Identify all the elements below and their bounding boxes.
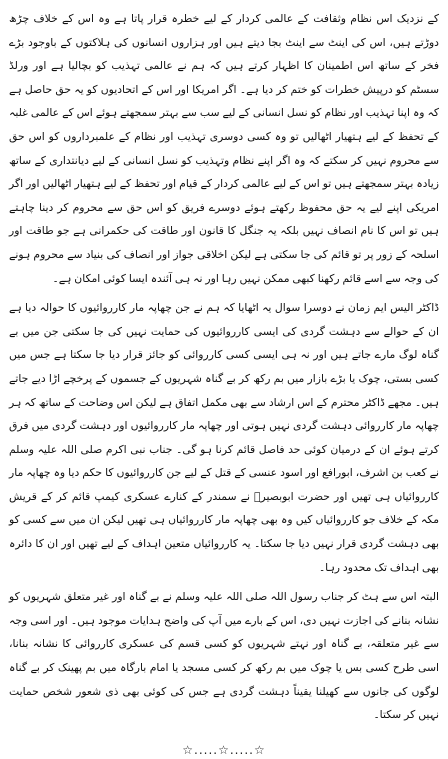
paragraph-3: البتہ اس سے ہٹ کر جناب رسول اللہ صلی اللہ علیہ وسلم نے بے گناہ اور غیر متعلق شہریوں کو نشانہ بنانے کی اجازت نہیں دی، اس کے بارے میں آپ کی واضح ہدایات موجود ہیں۔ اور اسی وجہ سے غیر متعلقہ، بے گناہ اور نہتے شہریوں کو کسی قسم کی عسکری کارروائی کا نشانہ بنانا، اسی طرح کسی بس یا چوک میں بم رکھ کر کسی مسجد یا امام بارگاہ میں بم پھینک کر بے گناہ لوگوں کی جانوں سے کھیلنا یقیناً دہشت گردی ہے جس کی کوئی بھی ذی شعور شخص حمایت نہیں کر سکتا۔ [9, 590, 439, 722]
section-divider-stars: ☆.....☆.....☆ [182, 742, 266, 757]
paragraph-1: کے نزدیک اس نظام وثقافت کے عالمی کردار کے لیے خطرہ قرار پاتا ہے وہ اس کے خلاف چڑھ دوڑتے ہیں، اس کی اینٹ سے اینٹ بجا دیتے ہیں اور ہزاروں انسانوں کی ہلاکتوں کے باوجود بڑے فخر کے ساتھ اس اطمینان کا اظہار کرتے ہیں کہ ہم نے عالمی تہذیب کو بچالیا ہے اور ورلڈ سسٹم کو درپیش خطرات کو ختم کر دیا ہے۔ اگر امریکا اور اس کے اتحادیوں کو یہ حق حاصل ہے کہ وہ اپنا تہذیب اور نظام کو نسل انسانی کے لیے سب سے بہتر سمجھتے ہوئے اس کے عالمی غلبہ کے تحفظ کے لیے ہتھیار اٹھالیں تو وہ کسی دوسری تہذیب اور نظام کے علمبرداروں کو اس حق سے محروم نہیں کر سکتے کہ وہ اگر اپنے نظام وتہذیب کو نسل انسانی کے لیے دیانتداری کے ساتھ زیادہ بہتر سمجھتے ہیں تو اس کے لیے عالمی کردار کے قیام اور تحفظ کے لیے ہتھیار اٹھالیں اور اگر امریکی اپنے لیے یہ حق محفوظ رکھتے ہوئے دوسرے فریق کو اس حق سے محروم کر دینا چاہتے ہیں تو اس کا نام انصاف نہیں بلکہ یہ جنگل کا قانون اور طاقت کی حکمرانی ہے جو طاقت اور اسلحہ کے زور پر تو قائم کی جا سکتی ہے لیکن اخلاقی جواز اور انصاف کی بنیاد سے محروم ہونے کی وجہ سے اسے قائم رکھنا کبھی ممکن نہیں رہا اور نہ ہی آئندہ ایسا کوئی امکان ہے۔ [9, 12, 439, 285]
paragraph-2: ڈاکٹر الیس ایم زمان نے دوسرا سوال یہ اٹھایا کہ ہم نے جن چھاپہ مار کارروائیوں کا حوالہ دیا ہے ان کے حوالے سے دہشت گردی کی ایسی کارروائیوں کی حمایت نہیں کی جا سکتی جن میں بے گناہ لوگ مارے جاتے ہیں اور نہ ہی ایسی کسی کارروائی کو جائز قرار دیا جا سکتا ہے جس میں کسی بستی، چوک یا بڑے بازار میں بم رکھ کر بے گناہ شہریوں کے جسموں کے پرخچے اڑا دیے جاتے ہیں۔ مجھے ڈاکٹر محترم کے اس ارشاد سے بھی مکمل اتفاق ہے لیکن اس وضاحت کے ساتھ کہ ہر چھاپہ مار کارروائی دہشت گردی نہیں ہوتی اور چھاپہ مار کارروائیوں اور دہشت گردی میں فرق کرتے ہوئے ان کے درمیان کوئی حد فاصل قائم کرنا ہو گی۔ جناب نبی اکرم صلی اللہ علیہ وسلم نے کعب بن اشرف، ابورافع اور اسود عنسی کے قتل کے لیے جن کارروائیوں کا حکم دیا وہ چھاپہ مار کارروائیاں ہی تھیں اور حضرت ابوبصیرؓ نے سمندر کے کنارے عسکری کیمپ قائم کر کے قریش مکہ کے خلاف جو کارروائیاں کیں وہ بھی چھاپہ مار کارروائیاں ہی تھیں لیکن ان میں سے کسی کو بھی دہشت گردی قرار نہیں دیا جا سکتا۔ یہ کارروائیاں متعین اہداف کے لیے تھیں اور ان کا دائرہ بھی اہداف تک محدود رہا۔ [9, 301, 439, 574]
